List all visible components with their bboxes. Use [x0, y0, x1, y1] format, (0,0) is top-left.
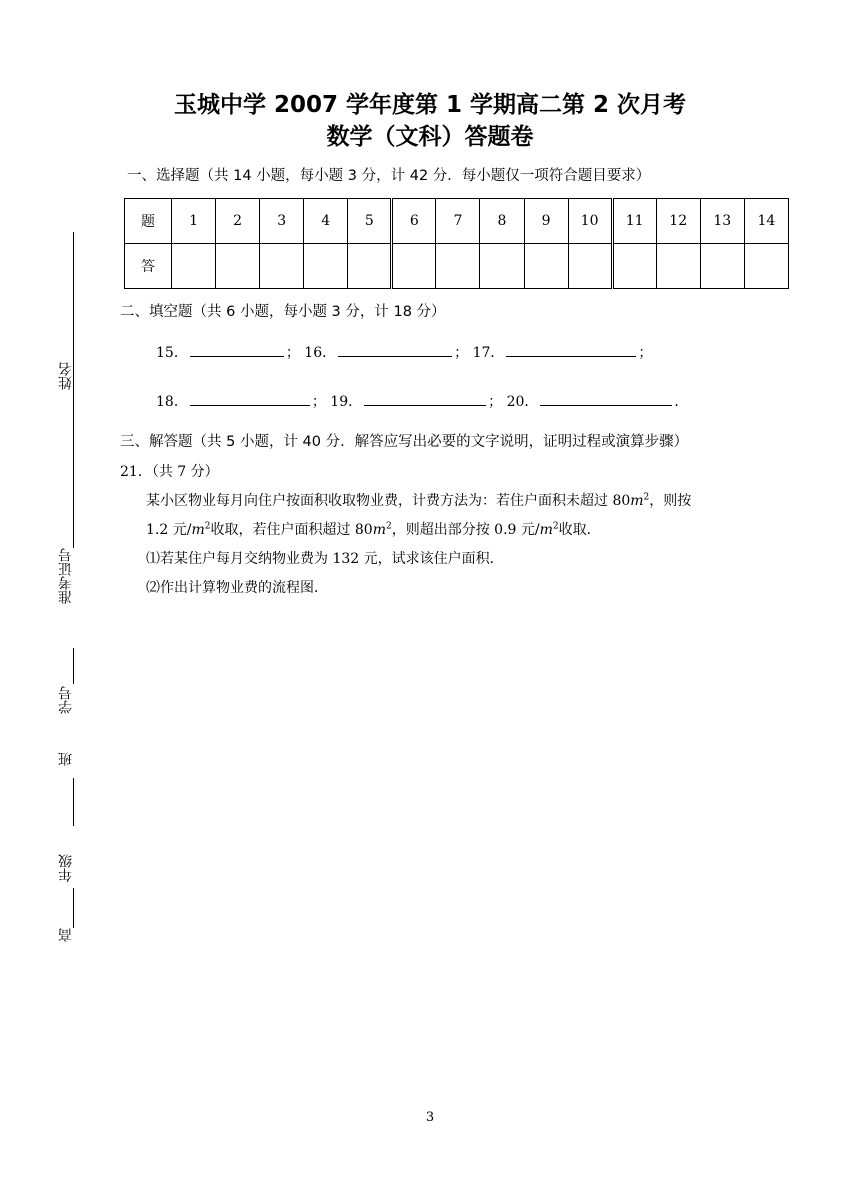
unit: m	[539, 522, 553, 538]
page-subtitle: 数学（文科）答题卷	[326, 124, 534, 150]
fill-item-label: 19．	[330, 394, 363, 410]
unit: m	[630, 493, 644, 509]
answer-cell[interactable]	[172, 244, 216, 289]
question-number: 7	[436, 199, 480, 244]
fill-item-label: 15．	[156, 345, 188, 361]
question-number: 1	[172, 199, 216, 244]
fill-item-label: 20．	[506, 394, 539, 410]
answer-cell[interactable]	[480, 244, 524, 289]
choice-answer-table	[124, 198, 789, 289]
question-number: 11	[612, 199, 656, 244]
question-number: 12	[656, 199, 700, 244]
text: ，则超出部分按 0.9 元/	[391, 522, 540, 538]
row-label-question: 题	[125, 199, 172, 244]
question-number: 2	[216, 199, 260, 244]
fill-blank-20[interactable]	[540, 391, 672, 406]
answer-cell[interactable]	[524, 244, 568, 289]
answer-cell[interactable]	[436, 244, 480, 289]
row-label-answer: 答	[125, 244, 172, 289]
question-21-part-2: ⑵作出计算物业费的流程图．	[146, 580, 328, 596]
section-choice-heading: 一、选择题（共 14 小题，每小题 3 分，计 42 分．每小题仅一项符合题目要求）	[127, 168, 651, 184]
unit-exponent: 2	[643, 492, 650, 503]
answer-cell[interactable]	[700, 244, 744, 289]
student-no-label: 学号	[58, 686, 74, 714]
question-number: 3	[260, 199, 304, 244]
unit-exponent: 2	[386, 521, 392, 532]
class-label: 班	[58, 752, 74, 766]
answer-cell[interactable]	[260, 244, 304, 289]
answer-cell[interactable]	[744, 244, 788, 289]
text: 收取，若住户面积超过 80	[210, 522, 373, 538]
answer-cell[interactable]	[612, 244, 656, 289]
question-number: 6	[392, 199, 436, 244]
question-21-text-line2	[146, 519, 601, 539]
separator: ；	[311, 394, 326, 410]
class-write-line[interactable]	[73, 778, 74, 826]
answer-cell[interactable]	[348, 244, 392, 289]
name-label: 姓名	[58, 362, 74, 390]
text: 某小区物业每月向住户按面积收取物业费，计费方法为：若住户面积未超过 80	[146, 493, 631, 509]
question-number: 4	[304, 199, 348, 244]
separator: ；	[638, 345, 653, 361]
fill-blank-18[interactable]	[190, 391, 310, 406]
page-title: 玉城中学 2007 学年度第 1 学期高二第 2 次月考	[173, 92, 687, 118]
grade-label: 年级	[58, 854, 74, 882]
unit: m	[191, 522, 205, 538]
answer-cell[interactable]	[216, 244, 260, 289]
exam-id-write-line[interactable]	[73, 648, 74, 684]
question-number-row	[125, 199, 789, 244]
separator: ；	[454, 345, 469, 361]
text: 1.2 元/	[146, 522, 192, 538]
question-number: 5	[348, 199, 392, 244]
answer-cell[interactable]	[392, 244, 436, 289]
exam-id-label: 准考证号	[58, 548, 74, 604]
high-label: 高	[58, 928, 74, 942]
answer-cell[interactable]	[656, 244, 700, 289]
grade-write-line[interactable]	[73, 888, 74, 928]
answer-cell[interactable]	[568, 244, 612, 289]
fill-row-1	[156, 342, 652, 362]
question-21-head: 21．（共 7 分）	[120, 464, 219, 480]
question-number: 14	[744, 199, 788, 244]
question-number: 8	[480, 199, 524, 244]
fill-blank-19[interactable]	[364, 391, 486, 406]
fill-blank-17[interactable]	[506, 342, 636, 357]
question-number: 13	[700, 199, 744, 244]
period: ．	[674, 394, 689, 410]
unit-exponent: 2	[204, 521, 211, 532]
text: ，则按	[649, 493, 692, 509]
question-21-text-line1	[146, 490, 691, 510]
question-number: 10	[568, 199, 612, 244]
fill-row-2	[156, 391, 688, 411]
fill-blank-15[interactable]	[190, 342, 284, 357]
answer-row	[125, 244, 789, 289]
fill-item-label: 17．	[472, 345, 505, 361]
fill-item-label: 16．	[304, 345, 337, 361]
answer-cell[interactable]	[304, 244, 348, 289]
separator: ；	[488, 394, 503, 410]
question-number: 9	[524, 199, 568, 244]
text: 收取．	[558, 522, 601, 538]
separator: ；	[285, 345, 300, 361]
fill-blank-16[interactable]	[338, 342, 452, 357]
page-number: 3	[425, 1110, 435, 1125]
name-write-line[interactable]	[73, 400, 74, 548]
section-solve-heading: 三、解答题（共 5 小题，计 40 分．解答应写出必要的文字说明，证明过程或演算步骤）	[120, 434, 689, 450]
unit: m	[372, 522, 386, 538]
question-21-part-1: ⑴若某住户每月交纳物业费为 132 元，试求该住户面积．	[146, 551, 504, 567]
section-fill-heading: 二、填空题（共 6 小题，每小题 3 分，计 18 分）	[120, 304, 446, 320]
unit-exponent: 2	[552, 521, 559, 532]
fill-item-label: 18．	[156, 394, 188, 410]
